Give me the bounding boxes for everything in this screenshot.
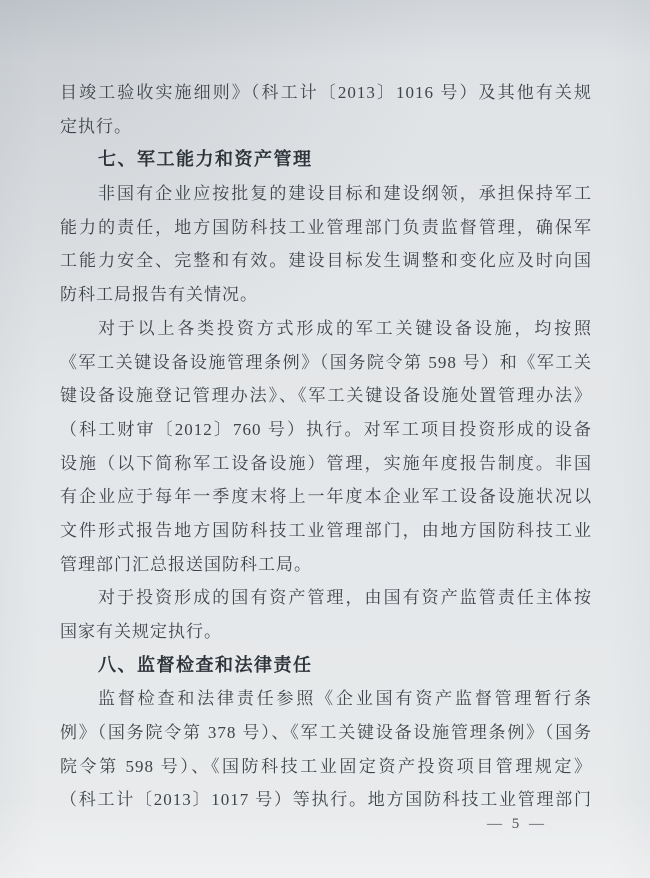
para-2-line-4: （科工财审〔2012〕760 号）执行。对军工项目投资形成的设备 <box>60 419 592 439</box>
para-2-line-5: 设施（以下简称军工设备设施）管理，实施年度报告制度。非国 <box>60 453 592 473</box>
para-1-line-1: 非国有企业应按批复的建设目标和建设纲领，承担保持军工 <box>98 184 592 204</box>
para-3-line-2: 国家有关规定执行。 <box>60 622 222 641</box>
para-3-line-1: 对于投资形成的国有资产管理，由国有资产监管责任主体按 <box>98 588 592 608</box>
section-8-heading: 八、监督检查和法律责任 <box>98 654 313 675</box>
para-2-line-8: 管理部门汇总报送国防科工局。 <box>60 554 312 574</box>
section-7-heading: 七、军工能力和资产管理 <box>98 149 313 170</box>
para-4-line-1: 监督检查和法律责任参照《企业国有资产监督管理暂行条 <box>98 689 592 709</box>
para-2-line-7: 文件形式报告地方国防科技工业管理部门，由地方国防科技工业 <box>60 520 592 540</box>
page-number: — 5 — <box>487 816 547 832</box>
para-2-line-3: 键设备设施登记管理办法》、《军工关键设备设施处置管理办法》 <box>60 386 592 406</box>
para-4-line-3: 院令第 598 号）、《国防科技工业固定资产投资项目管理规定》 <box>60 756 592 776</box>
para-1-line-3: 工能力安全、完整和有效。建设目标发生调整和变化应及时向国 <box>60 251 592 271</box>
para-1-line-2: 能力的责任，地方国防科技工业管理部门负责监督管理，确保军 <box>60 217 592 237</box>
document-text-block <box>60 76 592 817</box>
para-4-line-4: （科工计〔2013〕1017 号）等执行。地方国防科技工业管理部门 <box>60 790 592 810</box>
para-2-line-2: 《军工关键设备设施管理条例》（国务院令第 598 号）和《军工关 <box>60 352 592 372</box>
para-2-line-1: 对于以上各类投资方式形成的军工关键设备设施，均按照 <box>98 318 592 338</box>
continuation-line-1: 目竣工验收实施细则》（科工计〔2013〕1016 号）及其他有关规 <box>60 83 592 102</box>
para-4-line-2: 例》（国务院令第 378 号）、《军工关键设备设施管理条例》（国务 <box>60 723 592 743</box>
para-1-line-4: 防科工局报告有关情况。 <box>60 285 258 305</box>
continuation-line-2: 定执行。 <box>60 116 132 136</box>
para-2-line-6: 有企业应于每年一季度末将上一年度本企业军工设备设施状况以 <box>60 487 592 507</box>
